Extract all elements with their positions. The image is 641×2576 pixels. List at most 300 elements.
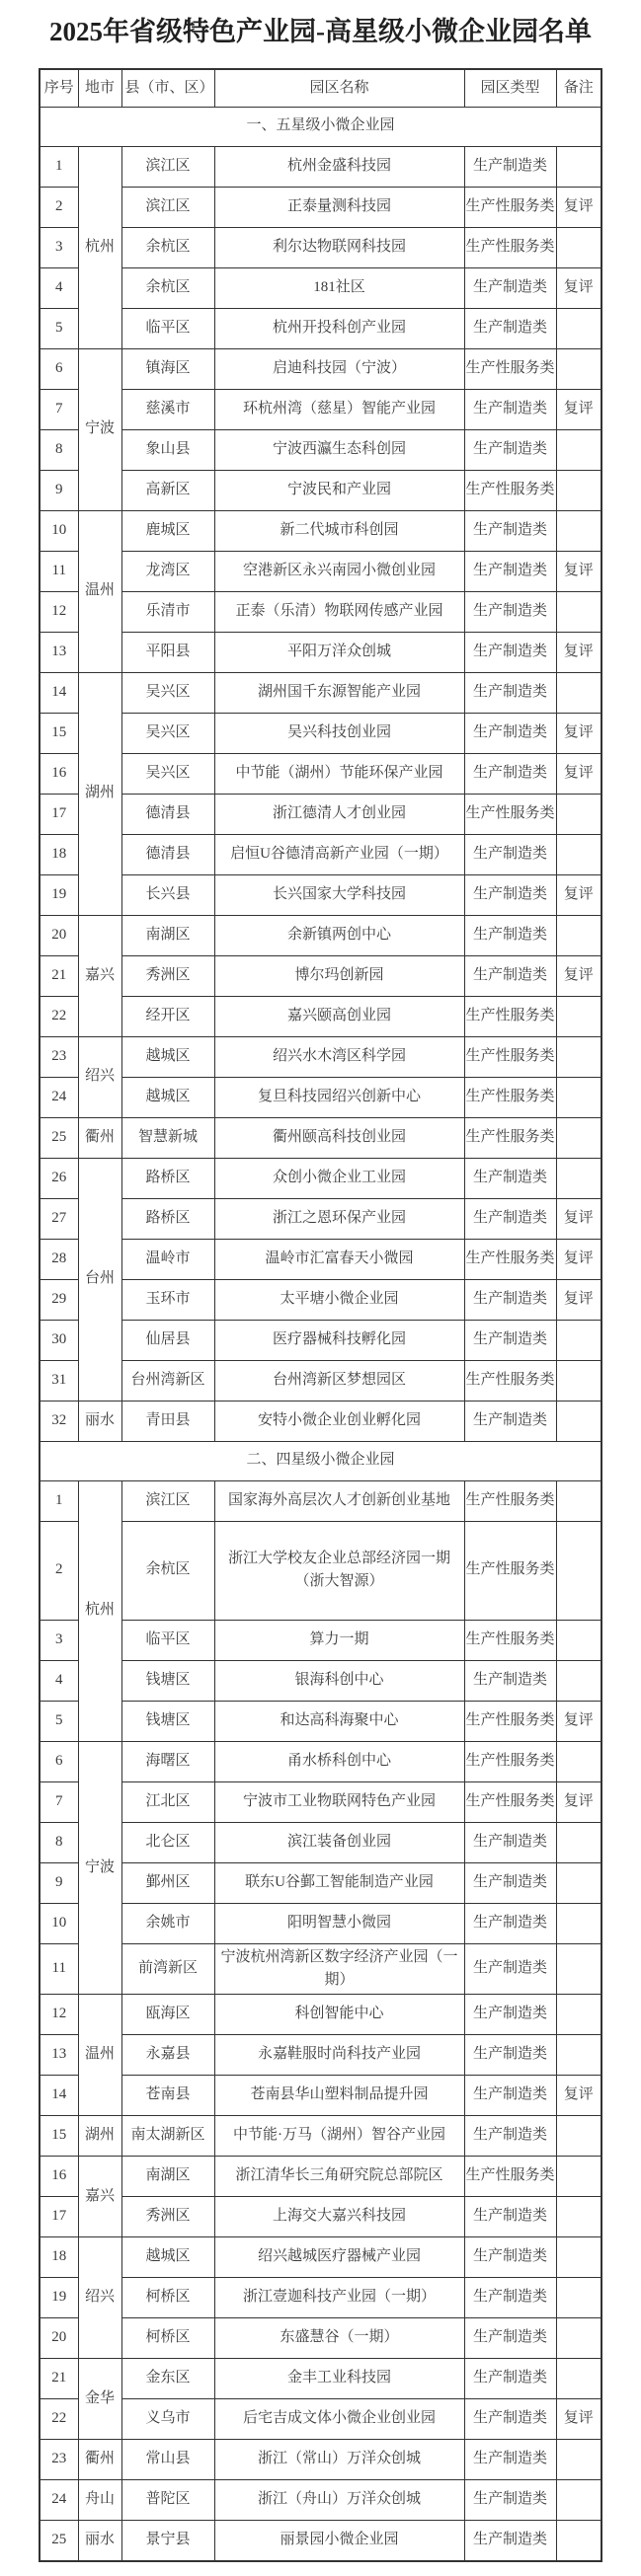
table-row (40, 2237, 601, 2278)
table-row (40, 2035, 601, 2076)
table-row (40, 1943, 601, 1995)
header-city: 地市 (78, 69, 121, 107)
park-type-cell: 生产制造类 (464, 1320, 556, 1360)
park-type-cell: 生产制造类 (464, 713, 556, 753)
city-cell: 金华 (78, 2359, 121, 2440)
note-cell (556, 1660, 601, 1701)
park-type-cell: 生产制造类 (464, 1903, 556, 1943)
park-type-cell: 生产制造类 (464, 1660, 556, 1701)
county-cell: 余杭区 (121, 1521, 214, 1620)
city-cell: 杭州 (78, 1480, 121, 1741)
table-row (40, 834, 601, 874)
table-row (40, 1360, 601, 1401)
park-name-cell: 杭州金盛科技园 (214, 146, 464, 187)
table-row (40, 2278, 601, 2318)
park-type-cell: 生产制造类 (464, 551, 556, 591)
serial-number-cell: 13 (40, 2035, 78, 2076)
note-cell: 复评 (556, 1279, 601, 1320)
county-cell: 越城区 (121, 1077, 214, 1117)
park-type-cell: 生产性服务类 (464, 1620, 556, 1660)
park-type-cell: 生产制造类 (464, 308, 556, 348)
park-type-cell: 生产制造类 (464, 2359, 556, 2399)
county-cell: 苍南县 (121, 2076, 214, 2116)
note-cell (556, 1620, 601, 1660)
park-type-cell: 生产性服务类 (464, 1077, 556, 1117)
note-cell (556, 1036, 601, 1077)
table-header (40, 69, 601, 107)
note-cell (556, 2278, 601, 2318)
serial-number-cell: 22 (40, 996, 78, 1036)
city-cell: 绍兴 (78, 1036, 121, 1117)
county-cell: 余杭区 (121, 267, 214, 308)
park-name-cell: 平阳万洋众创城 (214, 632, 464, 672)
note-cell (556, 672, 601, 713)
serial-number-cell: 5 (40, 308, 78, 348)
table-row (40, 1781, 601, 1822)
table-row (40, 146, 601, 187)
header-county: 县（市、区） (121, 69, 214, 107)
park-name-cell: 利尔达物联网科技园 (214, 227, 464, 267)
note-cell (556, 1158, 601, 1198)
park-name-cell: 科创智能中心 (214, 1995, 464, 2035)
park-type-cell: 生产制造类 (464, 834, 556, 874)
park-type-cell: 生产性服务类 (464, 227, 556, 267)
city-cell: 杭州 (78, 146, 121, 348)
section-header-row (40, 1441, 601, 1480)
serial-number-cell: 1 (40, 146, 78, 187)
park-type-cell: 生产制造类 (464, 429, 556, 470)
city-cell: 台州 (78, 1158, 121, 1401)
park-type-cell: 生产性服务类 (464, 1360, 556, 1401)
note-cell: 复评 (556, 753, 601, 794)
park-type-cell: 生产制造类 (464, 2278, 556, 2318)
table-row (40, 1822, 601, 1862)
note-cell (556, 1480, 601, 1521)
county-cell: 常山县 (121, 2440, 214, 2480)
county-cell: 仙居县 (121, 1320, 214, 1360)
serial-number-cell: 24 (40, 2480, 78, 2521)
table-row (40, 1521, 601, 1620)
note-cell (556, 1320, 601, 1360)
note-cell (556, 915, 601, 955)
serial-number-cell: 5 (40, 1701, 78, 1741)
table-row (40, 753, 601, 794)
park-type-cell: 生产性服务类 (464, 470, 556, 510)
park-type-cell: 生产制造类 (464, 2035, 556, 2076)
park-name-cell: 嘉兴颐高创业园 (214, 996, 464, 1036)
park-name-cell: 永嘉鞋服时尚科技产业园 (214, 2035, 464, 2076)
serial-number-cell: 22 (40, 2399, 78, 2440)
note-cell (556, 1117, 601, 1158)
serial-number-cell: 19 (40, 874, 78, 915)
park-type-cell: 生产制造类 (464, 1401, 556, 1441)
county-cell: 吴兴区 (121, 753, 214, 794)
county-cell: 乐清市 (121, 591, 214, 632)
serial-number-cell: 31 (40, 1360, 78, 1401)
park-name-cell: 复旦科技园绍兴创新中心 (214, 1077, 464, 1117)
park-name-cell: 中节能·万马（湖州）智谷产业园 (214, 2116, 464, 2157)
park-type-cell: 生产制造类 (464, 2197, 556, 2237)
city-cell: 绍兴 (78, 2237, 121, 2359)
serial-number-cell: 16 (40, 2157, 78, 2197)
note-cell (556, 794, 601, 834)
serial-number-cell: 13 (40, 632, 78, 672)
park-name-cell: 湖州国千东源智能产业园 (214, 672, 464, 713)
park-type-cell: 生产制造类 (464, 1279, 556, 1320)
park-name-cell: 太平塘小微企业园 (214, 1279, 464, 1320)
county-cell: 钱塘区 (121, 1660, 214, 1701)
note-cell (556, 996, 601, 1036)
park-name-cell: 和达高科海聚中心 (214, 1701, 464, 1741)
table-row (40, 510, 601, 551)
county-cell: 越城区 (121, 2237, 214, 2278)
park-name-cell: 宁波西瀛生态科创园 (214, 429, 464, 470)
park-name-cell: 银海科创中心 (214, 1660, 464, 1701)
table-row (40, 1701, 601, 1741)
note-cell: 复评 (556, 1781, 601, 1822)
section-header-row (40, 107, 601, 146)
table-row (40, 1903, 601, 1943)
park-name-cell: 浙江（舟山）万洋众创城 (214, 2480, 464, 2521)
table-row (40, 2480, 601, 2521)
park-type-cell: 生产制造类 (464, 389, 556, 429)
serial-number-cell: 32 (40, 1401, 78, 1441)
park-name-cell: 台州湾新区梦想园区 (214, 1360, 464, 1401)
county-cell: 台州湾新区 (121, 1360, 214, 1401)
county-cell: 经开区 (121, 996, 214, 1036)
table-row (40, 632, 601, 672)
table-row (40, 348, 601, 389)
table-row (40, 591, 601, 632)
serial-number-cell: 12 (40, 591, 78, 632)
county-cell: 余杭区 (121, 227, 214, 267)
park-type-cell: 生产制造类 (464, 2318, 556, 2359)
table-row (40, 794, 601, 834)
park-type-cell: 生产性服务类 (464, 1239, 556, 1279)
table-row (40, 1320, 601, 1360)
serial-number-cell: 20 (40, 915, 78, 955)
header-serial-number: 序号 (40, 69, 78, 107)
table-row (40, 1620, 601, 1660)
park-name-cell: 启迪科技园（宁波） (214, 348, 464, 389)
note-cell (556, 2440, 601, 2480)
park-type-cell: 生产制造类 (464, 1995, 556, 2035)
serial-number-cell: 14 (40, 672, 78, 713)
note-cell (556, 834, 601, 874)
table-row (40, 915, 601, 955)
park-type-cell: 生产制造类 (464, 632, 556, 672)
county-cell: 鹿城区 (121, 510, 214, 551)
note-cell: 复评 (556, 551, 601, 591)
county-cell: 南湖区 (121, 2157, 214, 2197)
park-name-cell: 算力一期 (214, 1620, 464, 1660)
serial-number-cell: 2 (40, 1521, 78, 1620)
serial-number-cell: 14 (40, 2076, 78, 2116)
park-type-cell: 生产制造类 (464, 874, 556, 915)
park-type-cell: 生产制造类 (464, 955, 556, 996)
county-cell: 鄞州区 (121, 1862, 214, 1903)
serial-number-cell: 1 (40, 1480, 78, 1521)
park-name-cell: 环杭州湾（慈星）智能产业园 (214, 389, 464, 429)
serial-number-cell: 20 (40, 2318, 78, 2359)
park-type-cell: 生产制造类 (464, 2440, 556, 2480)
park-type-cell: 生产性服务类 (464, 2157, 556, 2197)
park-name-cell: 吴兴科技创业园 (214, 713, 464, 753)
serial-number-cell: 9 (40, 470, 78, 510)
table-row (40, 2440, 601, 2480)
park-type-cell: 生产制造类 (464, 1198, 556, 1239)
park-name-cell: 宁波市工业物联网特色产业园 (214, 1781, 464, 1822)
park-type-cell: 生产制造类 (464, 267, 556, 308)
county-cell: 秀洲区 (121, 2197, 214, 2237)
park-name-cell: 新二代城市科创园 (214, 510, 464, 551)
county-cell: 江北区 (121, 1781, 214, 1822)
table-row (40, 2116, 601, 2157)
note-cell (556, 470, 601, 510)
county-cell: 普陀区 (121, 2480, 214, 2521)
serial-number-cell: 7 (40, 1781, 78, 1822)
park-type-cell: 生产性服务类 (464, 1701, 556, 1741)
serial-number-cell: 18 (40, 834, 78, 874)
table-row (40, 1279, 601, 1320)
park-type-cell: 生产制造类 (464, 510, 556, 551)
park-type-cell: 生产制造类 (464, 2521, 556, 2561)
note-cell (556, 1521, 601, 1620)
serial-number-cell: 21 (40, 2359, 78, 2399)
park-type-cell: 生产制造类 (464, 591, 556, 632)
park-type-cell: 生产性服务类 (464, 348, 556, 389)
county-cell: 瓯海区 (121, 1995, 214, 2035)
park-name-cell: 宁波杭州湾新区数字经济产业园（一期） (214, 1943, 464, 1995)
table-row (40, 996, 601, 1036)
note-cell (556, 2197, 601, 2237)
note-cell: 复评 (556, 1198, 601, 1239)
county-cell: 智慧新城 (121, 1117, 214, 1158)
county-cell: 象山县 (121, 429, 214, 470)
header-row (40, 69, 601, 107)
county-cell: 长兴县 (121, 874, 214, 915)
park-type-cell: 生产制造类 (464, 2399, 556, 2440)
serial-number-cell: 4 (40, 267, 78, 308)
serial-number-cell: 17 (40, 794, 78, 834)
park-name-cell: 浙江清华长三角研究院总部院区 (214, 2157, 464, 2197)
table-row (40, 308, 601, 348)
table-row (40, 227, 601, 267)
table-row (40, 713, 601, 753)
county-cell: 临平区 (121, 1620, 214, 1660)
park-name-cell: 中节能（湖州）节能环保产业园 (214, 753, 464, 794)
county-cell: 慈溪市 (121, 389, 214, 429)
table-row (40, 2197, 601, 2237)
park-name-cell: 正泰（乐清）物联网传感产业园 (214, 591, 464, 632)
park-name-cell: 安特小微企业创业孵化园 (214, 1401, 464, 1441)
note-cell (556, 1741, 601, 1781)
park-type-cell: 生产性服务类 (464, 1741, 556, 1781)
park-type-cell: 生产制造类 (464, 1822, 556, 1862)
county-cell: 滨江区 (121, 1480, 214, 1521)
note-cell: 复评 (556, 187, 601, 227)
note-cell (556, 2359, 601, 2399)
county-cell: 德清县 (121, 794, 214, 834)
serial-number-cell: 18 (40, 2237, 78, 2278)
table-row (40, 2318, 601, 2359)
serial-number-cell: 28 (40, 1239, 78, 1279)
note-cell (556, 1903, 601, 1943)
park-type-cell: 生产性服务类 (464, 1036, 556, 1077)
county-cell: 南太湖新区 (121, 2116, 214, 2157)
county-cell: 柯桥区 (121, 2278, 214, 2318)
table-row (40, 2157, 601, 2197)
serial-number-cell: 11 (40, 551, 78, 591)
note-cell: 复评 (556, 632, 601, 672)
park-name-cell: 长兴国家大学科技园 (214, 874, 464, 915)
park-name-cell: 滨江装备创业园 (214, 1822, 464, 1862)
serial-number-cell: 15 (40, 713, 78, 753)
county-cell: 海曙区 (121, 1741, 214, 1781)
park-name-cell: 浙江德清人才创业园 (214, 794, 464, 834)
table-row (40, 1660, 601, 1701)
park-name-cell: 甬水桥科创中心 (214, 1741, 464, 1781)
park-name-cell: 绍兴越城医疗器械产业园 (214, 2237, 464, 2278)
serial-number-cell: 6 (40, 1741, 78, 1781)
serial-number-cell: 17 (40, 2197, 78, 2237)
park-type-cell: 生产制造类 (464, 672, 556, 713)
county-cell: 秀洲区 (121, 955, 214, 996)
note-cell: 复评 (556, 955, 601, 996)
note-cell (556, 1943, 601, 1995)
table-row (40, 1158, 601, 1198)
park-type-cell: 生产性服务类 (464, 187, 556, 227)
serial-number-cell: 2 (40, 187, 78, 227)
serial-number-cell: 3 (40, 227, 78, 267)
note-cell: 复评 (556, 389, 601, 429)
serial-number-cell: 16 (40, 753, 78, 794)
county-cell: 镇海区 (121, 348, 214, 389)
park-name-cell: 阳明智慧小微园 (214, 1903, 464, 1943)
note-cell (556, 348, 601, 389)
county-cell: 钱塘区 (121, 1701, 214, 1741)
park-name-cell: 正泰量测科技园 (214, 187, 464, 227)
note-cell: 复评 (556, 713, 601, 753)
table-row (40, 267, 601, 308)
park-name-cell: 衢州颐高科技创业园 (214, 1117, 464, 1158)
city-cell: 衢州 (78, 2440, 121, 2480)
park-name-cell: 温岭市汇富春天小微园 (214, 1239, 464, 1279)
note-cell (556, 2157, 601, 2197)
park-name-cell: 浙江大学校友企业总部经济园一期 （浙大智源） (214, 1521, 464, 1620)
park-type-cell: 生产性服务类 (464, 1521, 556, 1620)
note-cell (556, 1995, 601, 2035)
serial-number-cell: 19 (40, 2278, 78, 2318)
table-row (40, 187, 601, 227)
city-cell: 嘉兴 (78, 2157, 121, 2237)
serial-number-cell: 10 (40, 510, 78, 551)
serial-number-cell: 4 (40, 1660, 78, 1701)
park-name-cell: 浙江壹迦科技产业园（一期） (214, 2278, 464, 2318)
city-cell: 温州 (78, 1995, 121, 2116)
serial-number-cell: 25 (40, 1117, 78, 1158)
county-cell: 温岭市 (121, 1239, 214, 1279)
county-cell: 金东区 (121, 2359, 214, 2399)
park-type-cell: 生产制造类 (464, 1943, 556, 1995)
county-cell: 高新区 (121, 470, 214, 510)
serial-number-cell: 23 (40, 2440, 78, 2480)
table-row (40, 672, 601, 713)
county-cell: 滨江区 (121, 146, 214, 187)
serial-number-cell: 11 (40, 1943, 78, 1995)
park-type-cell: 生产性服务类 (464, 1781, 556, 1822)
serial-number-cell: 7 (40, 389, 78, 429)
county-cell: 龙湾区 (121, 551, 214, 591)
table-row (40, 389, 601, 429)
table-row (40, 955, 601, 996)
county-cell: 越城区 (121, 1036, 214, 1077)
county-cell: 滨江区 (121, 187, 214, 227)
note-cell: 复评 (556, 1701, 601, 1741)
city-cell: 嘉兴 (78, 915, 121, 1036)
park-name-cell: 博尔玛创新园 (214, 955, 464, 996)
city-cell: 宁波 (78, 1741, 121, 1995)
note-cell: 复评 (556, 2399, 601, 2440)
park-name-cell: 启恒U谷德清高新产业园（一期） (214, 834, 464, 874)
note-cell (556, 2035, 601, 2076)
park-type-cell: 生产性服务类 (464, 996, 556, 1036)
table-row (40, 2399, 601, 2440)
park-type-cell: 生产性服务类 (464, 1480, 556, 1521)
table-row (40, 2521, 601, 2561)
serial-number-cell: 24 (40, 1077, 78, 1117)
county-cell: 玉环市 (121, 1279, 214, 1320)
serial-number-cell: 8 (40, 429, 78, 470)
header-note: 备注 (556, 69, 601, 107)
table-row (40, 1741, 601, 1781)
table-row (40, 2076, 601, 2116)
note-cell (556, 227, 601, 267)
park-type-cell: 生产制造类 (464, 2076, 556, 2116)
serial-number-cell: 25 (40, 2521, 78, 2561)
park-name-cell: 后宅吉成文体小微企业创业园 (214, 2399, 464, 2440)
county-cell: 临平区 (121, 308, 214, 348)
county-cell: 北仑区 (121, 1822, 214, 1862)
serial-number-cell: 12 (40, 1995, 78, 2035)
park-name-cell: 余新镇两创中心 (214, 915, 464, 955)
park-type-cell: 生产制造类 (464, 1862, 556, 1903)
park-name-cell: 空港新区永兴南园小微创业园 (214, 551, 464, 591)
park-type-cell: 生产制造类 (464, 146, 556, 187)
park-name-cell: 众创小微企业工业园 (214, 1158, 464, 1198)
park-name-cell: 181社区 (214, 267, 464, 308)
city-cell: 舟山 (78, 2480, 121, 2521)
county-cell: 青田县 (121, 1401, 214, 1441)
note-cell (556, 2237, 601, 2278)
county-cell: 柯桥区 (121, 2318, 214, 2359)
serial-number-cell: 26 (40, 1158, 78, 1198)
park-type-cell: 生产制造类 (464, 915, 556, 955)
note-cell (556, 1862, 601, 1903)
park-type-cell: 生产制造类 (464, 753, 556, 794)
park-list-table (39, 68, 602, 2562)
park-type-cell: 生产性服务类 (464, 1117, 556, 1158)
park-name-cell: 宁波民和产业园 (214, 470, 464, 510)
table-row (40, 470, 601, 510)
serial-number-cell: 30 (40, 1320, 78, 1360)
serial-number-cell: 29 (40, 1279, 78, 1320)
serial-number-cell: 6 (40, 348, 78, 389)
note-cell (556, 2318, 601, 2359)
note-cell (556, 591, 601, 632)
serial-number-cell: 23 (40, 1036, 78, 1077)
note-cell: 复评 (556, 1239, 601, 1279)
